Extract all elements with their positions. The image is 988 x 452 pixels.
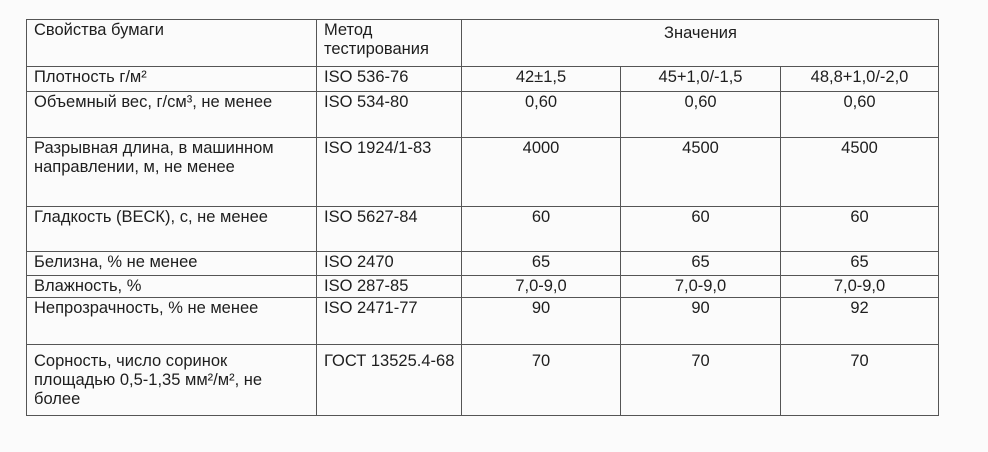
value-cell: 70: [462, 345, 621, 416]
table-row: [27, 138, 939, 207]
value-cell: 48,8+1,0/-2,0: [781, 67, 939, 92]
property-cell: Сорность, число соринок площадью 0,5-1,35 мм²/м², не более: [27, 345, 317, 416]
table-row: [27, 252, 939, 276]
method-cell: ISO 5627-84: [317, 207, 462, 252]
value-cell: 0,60: [621, 92, 781, 138]
property-cell: Непрозрачность, % не менее: [27, 298, 317, 345]
value-cell: 70: [621, 345, 781, 416]
value-cell: 92: [781, 298, 939, 345]
property-cell: Плотность г/м²: [27, 67, 317, 92]
value-cell: 65: [781, 252, 939, 276]
value-cell: 60: [621, 207, 781, 252]
property-cell: Гладкость (ВЕСК), с, не менее: [27, 207, 317, 252]
method-cell: ГОСТ 13525.4-68: [317, 345, 462, 416]
value-cell: 65: [621, 252, 781, 276]
method-cell: ISO 2471-77: [317, 298, 462, 345]
value-cell: 90: [462, 298, 621, 345]
value-cell: 45+1,0/-1,5: [621, 67, 781, 92]
value-cell: 4500: [781, 138, 939, 207]
table-row: [27, 207, 939, 252]
value-cell: 4500: [621, 138, 781, 207]
value-cell: 7,0-9,0: [621, 276, 781, 298]
table-row: [27, 67, 939, 92]
value-cell: 0,60: [781, 92, 939, 138]
header-property: Свойства бумаги: [27, 20, 317, 67]
method-cell: ISO 534-80: [317, 92, 462, 138]
value-cell: 7,0-9,0: [462, 276, 621, 298]
table-row: [27, 92, 939, 138]
paper-properties-table: [26, 19, 939, 416]
table-row: [27, 345, 939, 416]
value-cell: 60: [462, 207, 621, 252]
table-header-row: [27, 20, 939, 67]
value-cell: 4000: [462, 138, 621, 207]
value-cell: 42±1,5: [462, 67, 621, 92]
header-method: Метод тестирования: [317, 20, 462, 67]
table-row: [27, 298, 939, 345]
property-cell: Белизна, % не менее: [27, 252, 317, 276]
value-cell: 65: [462, 252, 621, 276]
method-cell: ISO 536-76: [317, 67, 462, 92]
property-cell: Влажность, %: [27, 276, 317, 298]
property-cell: Объемный вес, г/см³, не менее: [27, 92, 317, 138]
property-cell: Разрывная длина, в машинном направлении, м, не менее: [27, 138, 317, 207]
method-cell: ISO 2470: [317, 252, 462, 276]
value-cell: 60: [781, 207, 939, 252]
value-cell: 70: [781, 345, 939, 416]
value-cell: 90: [621, 298, 781, 345]
header-values: Значения: [462, 20, 939, 67]
method-cell: ISO 287-85: [317, 276, 462, 298]
value-cell: 0,60: [462, 92, 621, 138]
method-cell: ISO 1924/1-83: [317, 138, 462, 207]
value-cell: 7,0-9,0: [781, 276, 939, 298]
table-row: [27, 276, 939, 298]
